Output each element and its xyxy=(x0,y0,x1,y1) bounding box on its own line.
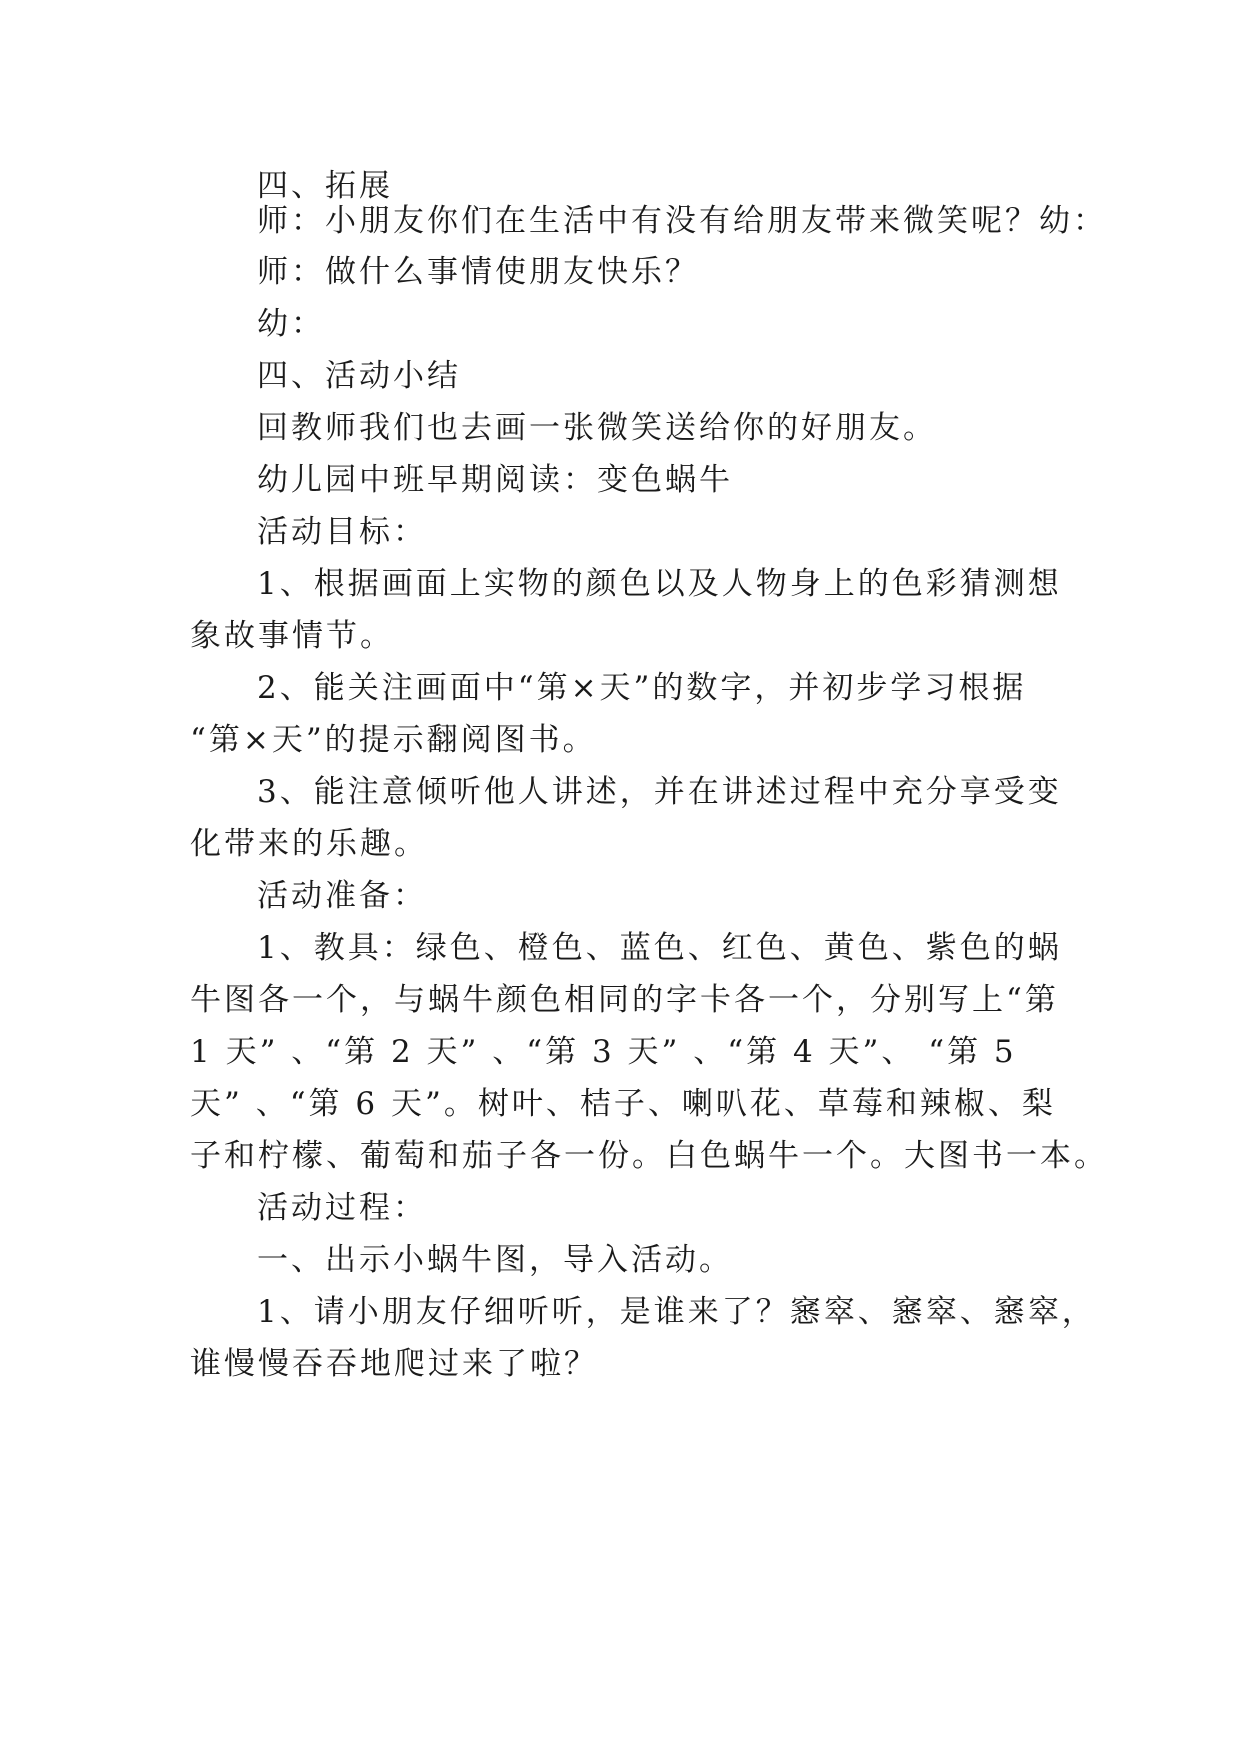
section-heading-summary: 四、活动小结 xyxy=(257,358,461,394)
list-item-line: 1、教具：绿色、橙色、蓝色、红色、黄色、紫色的蜗 xyxy=(257,930,1062,966)
list-item-line: 子和柠檬、葡萄和茄子各一份。白色蜗牛一个。大图书一本。 xyxy=(190,1138,1108,1174)
paragraph-line: 师：做什么事情使朋友快乐？ xyxy=(257,254,699,290)
list-item-line: “第×天”的提示翻阅图书。 xyxy=(190,722,597,758)
paragraph-line: 幼： xyxy=(257,306,325,342)
list-item-line: 2、能关注画面中“第×天”的数字，并初步学习根据 xyxy=(257,670,1027,706)
section-heading-process: 活动过程： xyxy=(257,1190,427,1226)
list-item-line: 天” 、“第 6 天”。树叶、桔子、喇叭花、草莓和辣椒、梨 xyxy=(190,1086,1056,1122)
paragraph-line: 一、出示小蜗牛图，导入活动。 xyxy=(257,1242,733,1278)
list-item-line: 化带来的乐趣。 xyxy=(190,826,428,862)
list-item-line: 1、根据画面上实物的颜色以及人物身上的色彩猜测想 xyxy=(257,566,1062,602)
paragraph-line: 师：小朋友你们在生活中有没有给朋友带来微笑呢？幼： xyxy=(257,203,1107,239)
list-item-line: 象故事情节。 xyxy=(190,618,394,654)
section-heading-goals: 活动目标： xyxy=(257,514,427,550)
section-heading-extension: 四、拓展 xyxy=(257,168,393,204)
paragraph-line: 回教师我们也去画一张微笑送给你的好朋友。 xyxy=(257,410,937,446)
list-item-line: 1、请小朋友仔细听听，是谁来了？窸窣、窸窣、窸窣， xyxy=(257,1294,1096,1330)
list-item-line: 1 天” 、“第 2 天” 、“第 3 天” 、“第 4 天”、 “第 5 xyxy=(190,1034,1017,1070)
list-item-line: 谁慢慢吞吞地爬过来了啦？ xyxy=(190,1346,598,1382)
section-heading-preparation: 活动准备： xyxy=(257,878,427,914)
document-title: 幼儿园中班早期阅读：变色蜗牛 xyxy=(257,462,733,498)
list-item-line: 3、能注意倾听他人讲述，并在讲述过程中充分享受变 xyxy=(257,774,1062,810)
list-item-line: 牛图各一个，与蜗牛颜色相同的字卡各一个，分别写上“第 xyxy=(190,982,1059,1018)
